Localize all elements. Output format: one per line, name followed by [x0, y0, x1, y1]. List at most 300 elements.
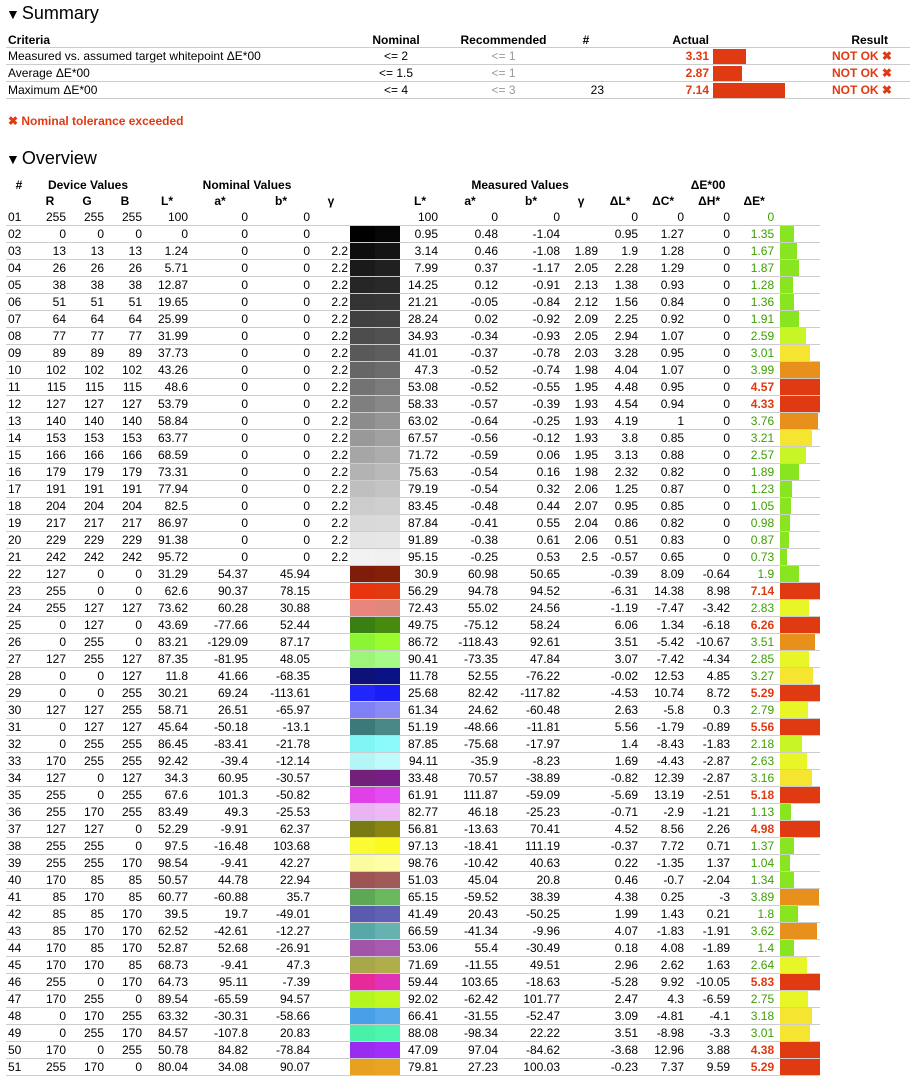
nominal-color-swatch [350, 787, 375, 803]
cell-device-r: 0 [32, 1008, 68, 1025]
cell-nominal-gamma [312, 617, 350, 634]
cell-nominal-l: 73.62 [144, 600, 190, 617]
cell-nominal-b: 0 [250, 294, 312, 311]
cell-nominal-b: -13.1 [250, 719, 312, 736]
cell-nominal-b: 20.83 [250, 1025, 312, 1042]
cell-device-b: 127 [106, 396, 144, 413]
cell-device-g: 255 [68, 1025, 106, 1042]
color-swatch [350, 1008, 400, 1025]
overview-row [6, 923, 910, 940]
cell-delta-e: 5.18 [732, 787, 776, 804]
cell-device-b: 255 [106, 1008, 144, 1025]
cell-measured-b: 0.32 [500, 481, 562, 498]
measured-color-swatch [375, 991, 400, 1007]
cell-nominal-a: 34.08 [190, 1059, 250, 1076]
cell-nominal-b: 47.3 [250, 957, 312, 974]
cell-measured-a: -0.59 [440, 447, 500, 464]
collapse-triangle-icon[interactable]: ▼ [6, 6, 20, 22]
cell-measured-a: 0.02 [440, 311, 500, 328]
cell-measured-gamma [562, 651, 600, 668]
cell-device-g: 170 [68, 804, 106, 821]
cell-nominal-gamma: 2.2 [312, 396, 350, 413]
nominal-color-swatch [350, 923, 375, 939]
delta-e-bar [780, 617, 820, 633]
cell-delta-h: -4.1 [686, 1008, 732, 1025]
cell-nominal-l: 60.77 [144, 889, 190, 906]
cell-measured-a: 20.43 [440, 906, 500, 923]
cell-measured-b: 40.63 [500, 855, 562, 872]
cell-measured-a: -0.52 [440, 379, 500, 396]
cell-measured-gamma [562, 226, 600, 243]
cell-measured-a: -0.25 [440, 549, 500, 566]
cell-nominal-b: 90.07 [250, 1059, 312, 1076]
cell-device-b: 255 [106, 736, 144, 753]
cell-nominal-b: 0 [250, 481, 312, 498]
cell-nominal-b: -68.35 [250, 668, 312, 685]
cell-nominal-a: -83.41 [190, 736, 250, 753]
cell-idx: 33 [6, 753, 32, 770]
cell-delta-e: 3.27 [732, 668, 776, 685]
nominal-color-swatch [350, 991, 375, 1007]
nominal-color-swatch [350, 481, 375, 497]
cell-delta-e: 4.33 [732, 396, 776, 413]
measured-color-swatch [375, 481, 400, 497]
cell-delta-e: 2.75 [732, 991, 776, 1008]
summary-bar-cell [711, 82, 791, 99]
overview-row [6, 277, 910, 294]
cell-device-r: 85 [32, 906, 68, 923]
delta-e-bar [780, 430, 812, 446]
delta-e-bar-cell [776, 906, 820, 923]
measured-color-swatch [375, 430, 400, 446]
delta-e-bar-cell [776, 753, 820, 770]
cell-device-r: 0 [32, 736, 68, 753]
cell-idx: 51 [6, 1059, 32, 1076]
cell-measured-a: 0.48 [440, 226, 500, 243]
cell-delta-h: 0 [686, 413, 732, 430]
cell-measured-gamma: 1.93 [562, 413, 600, 430]
cell-device-g: 13 [68, 243, 106, 260]
cell-delta-c: -0.7 [640, 872, 686, 889]
cell-delta-l: 0.86 [600, 515, 640, 532]
color-swatch [350, 379, 400, 396]
cell-measured-a: -0.48 [440, 498, 500, 515]
cell-nominal-a: 84.82 [190, 1042, 250, 1059]
cell-device-b: 89 [106, 345, 144, 362]
cell-delta-l: 2.25 [600, 311, 640, 328]
delta-e-bar-cell [776, 736, 820, 753]
cell-delta-l: 0.95 [600, 226, 640, 243]
cell-delta-c: -5.8 [640, 702, 686, 719]
overview-row [6, 294, 910, 311]
cell-measured-b: 0.55 [500, 515, 562, 532]
cell-device-r: 242 [32, 549, 68, 566]
summary-result: NOT OK ✖ [791, 48, 910, 65]
cell-delta-h: 0 [686, 515, 732, 532]
delta-e-bar-cell [776, 413, 820, 430]
delta-e-bar [780, 260, 799, 276]
cell-delta-c: 0.83 [640, 532, 686, 549]
cell-nominal-b: 0 [250, 311, 312, 328]
cell-delta-e: 3.76 [732, 413, 776, 430]
cell-delta-h: -3.3 [686, 1025, 732, 1042]
swatch-pair [350, 668, 400, 684]
swatch-pair [350, 328, 400, 344]
cell-delta-h: 0 [686, 226, 732, 243]
cell-measured-b: 0.44 [500, 498, 562, 515]
cell-nominal-a: 90.37 [190, 583, 250, 600]
cell-delta-e: 3.89 [732, 889, 776, 906]
cell-nominal-a: 0 [190, 277, 250, 294]
cell-nominal-a: -30.31 [190, 1008, 250, 1025]
tolerance-note: ✖ Nominal tolerance exceeded [8, 114, 184, 128]
delta-e-bar-cell [776, 1059, 820, 1076]
cell-device-b: 85 [106, 957, 144, 974]
cell-device-g: 51 [68, 294, 106, 311]
cell-delta-c: 1.07 [640, 328, 686, 345]
cell-nominal-l: 86.45 [144, 736, 190, 753]
delta-e-bar [780, 821, 820, 837]
cell-measured-gamma [562, 634, 600, 651]
color-swatch [350, 651, 400, 668]
nominal-color-swatch [350, 974, 375, 990]
cell-measured-a: 27.23 [440, 1059, 500, 1076]
cell-measured-b: -117.82 [500, 685, 562, 702]
color-swatch [350, 226, 400, 243]
delta-e-bar-cell [776, 872, 820, 889]
cell-measured-gamma: 2.07 [562, 498, 600, 515]
cell-nominal-a: 44.78 [190, 872, 250, 889]
cell-measured-gamma [562, 991, 600, 1008]
measured-color-swatch [375, 583, 400, 599]
nominal-color-swatch [350, 362, 375, 378]
cell-measured-a: -13.63 [440, 821, 500, 838]
cell-nominal-b: 0 [250, 464, 312, 481]
cell-delta-e: 5.83 [732, 974, 776, 991]
cell-delta-l: 2.96 [600, 957, 640, 974]
cell-delta-e: 1.9 [732, 566, 776, 583]
cell-device-g: 217 [68, 515, 106, 532]
overview-heading[interactable] [6, 148, 97, 169]
cell-measured-a: 46.18 [440, 804, 500, 821]
overview-row [6, 668, 910, 685]
color-swatch [350, 634, 400, 651]
cell-delta-h: -1.21 [686, 804, 732, 821]
cell-delta-e: 5.56 [732, 719, 776, 736]
cell-delta-e: 3.21 [732, 430, 776, 447]
cell-device-g: 0 [68, 770, 106, 787]
swatch-header [350, 177, 400, 193]
cell-nominal-b: 0 [250, 362, 312, 379]
swatch-pair [350, 1042, 400, 1058]
cell-delta-e: 1.23 [732, 481, 776, 498]
color-swatch [350, 957, 400, 974]
summary-result: NOT OK ✖ [791, 65, 910, 82]
nominal-color-swatch [350, 549, 375, 565]
cell-nominal-b: 22.94 [250, 872, 312, 889]
cell-nominal-l: 52.29 [144, 821, 190, 838]
cell-nominal-a: 26.51 [190, 702, 250, 719]
overview-row [6, 464, 910, 481]
cell-nominal-gamma [312, 702, 350, 719]
measured-color-swatch [375, 464, 400, 480]
cell-nominal-l: 52.87 [144, 940, 190, 957]
cell-delta-l: 3.8 [600, 430, 640, 447]
cell-measured-l: 53.08 [400, 379, 440, 396]
cell-device-r: 170 [32, 940, 68, 957]
measured-color-swatch [375, 413, 400, 429]
cell-measured-a: 111.87 [440, 787, 500, 804]
cell-measured-gamma [562, 770, 600, 787]
delta-e-bar-cell [776, 1042, 820, 1059]
col-measured-a: a* [464, 194, 476, 208]
cell-measured-b: -0.93 [500, 328, 562, 345]
swatch-pair [350, 345, 400, 361]
cell-measured-a: -0.54 [440, 464, 500, 481]
overview-row [6, 872, 910, 889]
cell-nominal-b: 42.27 [250, 855, 312, 872]
cell-measured-a: -11.55 [440, 957, 500, 974]
cell-nominal-l: 19.65 [144, 294, 190, 311]
overview-row [6, 889, 910, 906]
cell-delta-l: 3.07 [600, 651, 640, 668]
measured-color-swatch [375, 260, 400, 276]
overview-row [6, 362, 910, 379]
measured-color-swatch [375, 651, 400, 667]
cell-device-r: 115 [32, 379, 68, 396]
delta-e-bar [780, 804, 791, 820]
cell-delta-c: 14.38 [640, 583, 686, 600]
delta-e-bar-cell [776, 923, 820, 940]
cell-idx: 36 [6, 804, 32, 821]
collapse-triangle-icon[interactable]: ▼ [6, 151, 20, 167]
nominal-color-swatch [350, 464, 375, 480]
cell-measured-gamma: 1.95 [562, 447, 600, 464]
cell-device-g: 38 [68, 277, 106, 294]
cell-measured-gamma [562, 685, 600, 702]
cell-idx: 39 [6, 855, 32, 872]
cell-device-b: 255 [106, 804, 144, 821]
cell-measured-b: -0.92 [500, 311, 562, 328]
cell-device-b: 255 [106, 702, 144, 719]
cell-measured-b: 24.56 [500, 600, 562, 617]
nominal-color-swatch [350, 804, 375, 820]
cell-delta-e: 1.91 [732, 311, 776, 328]
cell-delta-c: 0.95 [640, 379, 686, 396]
measured-color-swatch [375, 668, 400, 684]
cell-idx: 31 [6, 719, 32, 736]
swatch-pair [350, 957, 400, 973]
cell-measured-b: 92.61 [500, 634, 562, 651]
cell-delta-h: 0.21 [686, 906, 732, 923]
cell-delta-l: 1.25 [600, 481, 640, 498]
delta-e-bar [780, 634, 815, 650]
summary-bar-cell [711, 65, 791, 82]
cell-nominal-b: -7.39 [250, 974, 312, 991]
cell-device-r: 179 [32, 464, 68, 481]
cell-nominal-gamma [312, 719, 350, 736]
cell-nominal-b: 52.44 [250, 617, 312, 634]
cell-measured-gamma: 2.13 [562, 277, 600, 294]
cell-device-r: 217 [32, 515, 68, 532]
cell-delta-l: 2.63 [600, 702, 640, 719]
measured-color-swatch [375, 532, 400, 548]
measured-color-swatch [375, 311, 400, 327]
cell-measured-b: 0.53 [500, 549, 562, 566]
cell-device-g: 179 [68, 464, 106, 481]
cell-nominal-a: 0 [190, 294, 250, 311]
delta-e-bar [780, 1059, 820, 1075]
cell-measured-b: -52.47 [500, 1008, 562, 1025]
nominal-color-swatch [350, 345, 375, 361]
cell-delta-h: 1.37 [686, 855, 732, 872]
delta-e-bar-cell [776, 226, 820, 243]
delta-e-bar [780, 311, 799, 327]
cell-delta-l: 1.69 [600, 753, 640, 770]
cell-device-g: 85 [68, 906, 106, 923]
color-swatch [350, 770, 400, 787]
overview-row [6, 566, 910, 583]
swatch-pair [350, 413, 400, 429]
cell-delta-h: 0.3 [686, 702, 732, 719]
cell-delta-c: -8.98 [640, 1025, 686, 1042]
cell-measured-b: 100.03 [500, 1059, 562, 1076]
cell-measured-l: 51.03 [400, 872, 440, 889]
cell-nominal-l: 31.99 [144, 328, 190, 345]
cell-delta-e: 1.36 [732, 294, 776, 311]
summary-heading[interactable] [6, 3, 99, 24]
cell-device-g: 140 [68, 413, 106, 430]
nominal-color-swatch [350, 583, 375, 599]
overview-row [6, 1042, 910, 1059]
nominal-color-swatch [350, 498, 375, 514]
swatch-pair [350, 1008, 400, 1024]
color-swatch [350, 260, 400, 277]
recommended-header: Recommended [441, 32, 566, 48]
cell-nominal-a: -42.61 [190, 923, 250, 940]
swatch-pair [350, 566, 400, 582]
cell-measured-b: -0.74 [500, 362, 562, 379]
cell-delta-e: 3.01 [732, 345, 776, 362]
color-swatch [350, 702, 400, 719]
cell-delta-h: 8.98 [686, 583, 732, 600]
cell-delta-h: -1.83 [686, 736, 732, 753]
cell-delta-c: -2.9 [640, 804, 686, 821]
nominal-color-swatch [350, 1042, 375, 1058]
cell-measured-b: 0.06 [500, 447, 562, 464]
overview-row [6, 600, 910, 617]
cell-measured-a: 55.02 [440, 600, 500, 617]
cell-measured-l: 34.93 [400, 328, 440, 345]
cell-measured-l: 21.21 [400, 294, 440, 311]
cell-nominal-gamma [312, 753, 350, 770]
cell-device-g: 255 [68, 753, 106, 770]
cell-device-g: 0 [68, 685, 106, 702]
swatch-pair [350, 770, 400, 786]
delta-e-bar-cell [776, 651, 820, 668]
cell-delta-l: 2.32 [600, 464, 640, 481]
cell-delta-e: 4.38 [732, 1042, 776, 1059]
col-delta-l: ΔL* [609, 194, 631, 208]
swatch-pair [350, 362, 400, 378]
cell-measured-l: 88.08 [400, 1025, 440, 1042]
cell-idx: 29 [6, 685, 32, 702]
color-swatch [350, 855, 400, 872]
measured-color-swatch [375, 617, 400, 633]
cell-nominal-a: -50.18 [190, 719, 250, 736]
cell-nominal-b: 0 [250, 209, 312, 226]
cell-delta-c: 4.08 [640, 940, 686, 957]
nominal-color-swatch [350, 668, 375, 684]
swatch-pair [350, 991, 400, 1007]
swatch-pair [350, 549, 400, 565]
cell-delta-l: 2.47 [600, 991, 640, 1008]
cell-measured-gamma [562, 821, 600, 838]
cell-nominal-a: 0 [190, 532, 250, 549]
color-swatch [350, 277, 400, 294]
delta-e-bar [780, 940, 794, 956]
cell-nominal-a: 0 [190, 209, 250, 226]
cell-nominal-b: -25.53 [250, 804, 312, 821]
nominal-color-swatch [350, 1008, 375, 1024]
delta-e-bar [780, 413, 818, 429]
delta-e-bar-cell [776, 1008, 820, 1025]
delta-e-bar-cell [776, 379, 820, 396]
cell-delta-e: 1.87 [732, 260, 776, 277]
cell-device-b: 85 [106, 889, 144, 906]
cell-device-g: 127 [68, 702, 106, 719]
cell-idx: 32 [6, 736, 32, 753]
cell-delta-l: -0.02 [600, 668, 640, 685]
cell-measured-b: 22.22 [500, 1025, 562, 1042]
color-swatch [350, 685, 400, 702]
cell-idx: 24 [6, 600, 32, 617]
cell-idx: 12 [6, 396, 32, 413]
cell-idx: 22 [6, 566, 32, 583]
cell-device-g: 255 [68, 651, 106, 668]
measured-color-swatch [375, 702, 400, 718]
cell-delta-e: 0.87 [732, 532, 776, 549]
cell-measured-a: 0 [440, 209, 500, 226]
delta-e-bar-cell [776, 345, 820, 362]
delta-e-bar [780, 498, 791, 514]
color-swatch [350, 1059, 400, 1076]
cell-nominal-gamma [312, 1025, 350, 1042]
summary-heading-label: Summary [21, 3, 99, 23]
color-swatch [350, 583, 400, 600]
cell-delta-l: -0.23 [600, 1059, 640, 1076]
delta-e-bar-cell [776, 583, 820, 600]
summary-recommended: <= 1 [441, 48, 566, 65]
cell-device-b: 51 [106, 294, 144, 311]
color-swatch [350, 566, 400, 583]
cell-idx: 03 [6, 243, 32, 260]
cell-measured-b: 111.19 [500, 838, 562, 855]
overview-row [6, 770, 910, 787]
cell-delta-h: 0 [686, 311, 732, 328]
cell-measured-l: 14.25 [400, 277, 440, 294]
color-swatch [350, 362, 400, 379]
cell-measured-b: 49.51 [500, 957, 562, 974]
overview-row [6, 787, 910, 804]
cell-device-r: 204 [32, 498, 68, 515]
overview-row [6, 1008, 910, 1025]
cell-nominal-l: 25.99 [144, 311, 190, 328]
cell-nominal-b: -26.91 [250, 940, 312, 957]
cell-device-g: 170 [68, 1008, 106, 1025]
cell-measured-l: 65.15 [400, 889, 440, 906]
overview-row [6, 838, 910, 855]
